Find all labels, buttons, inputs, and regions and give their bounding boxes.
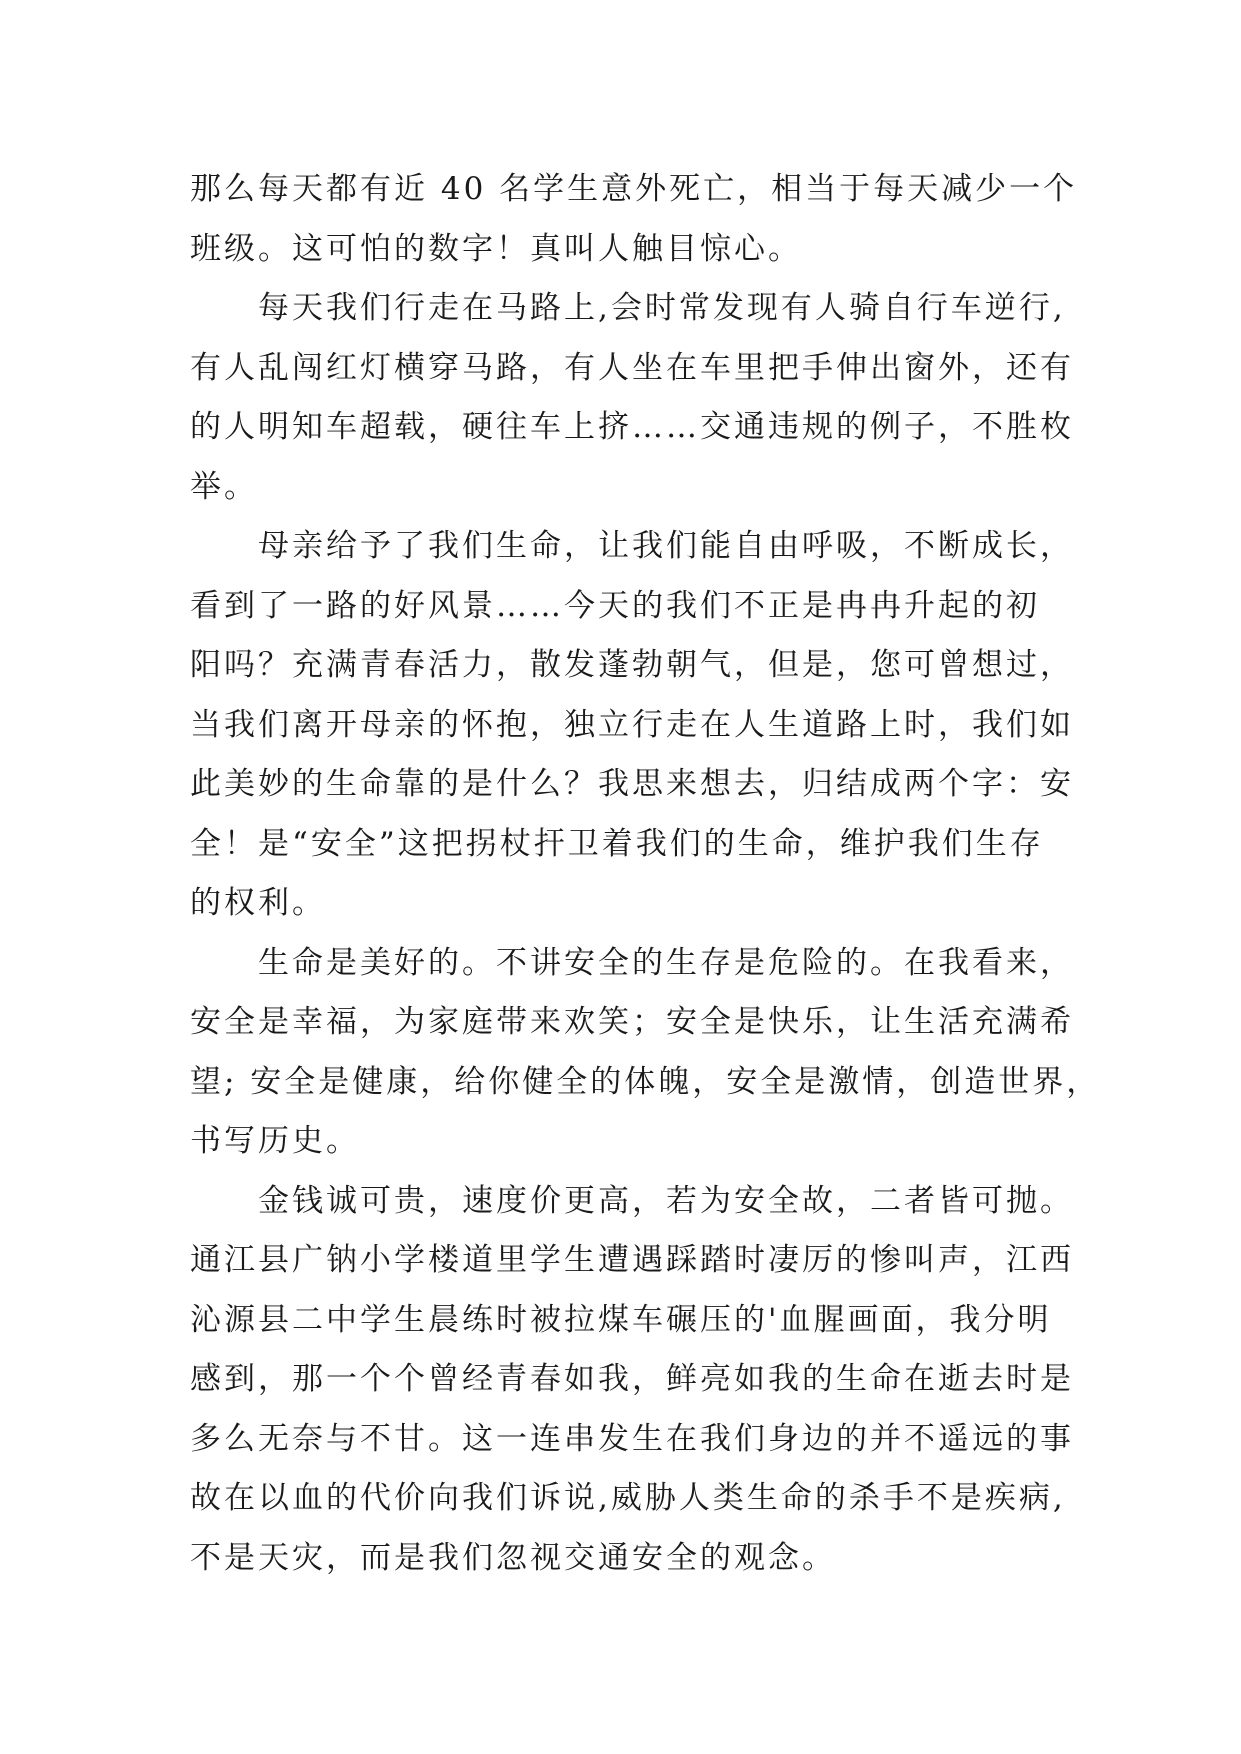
paragraph-start-line: 每天我们行走在马路上,会时常发现有人骑自行车逆行, xyxy=(258,290,1066,326)
text-line: 的人明知车超载，硬往车上挤……交通违规的例子，不胜枚 xyxy=(190,409,1074,445)
text-line: 当我们离开母亲的怀抱，独立行走在人生道路上时，我们如 xyxy=(190,706,1074,743)
text-line: 望; 安全是健康，给你健全的体魄，安全是激情，创造世界， xyxy=(190,1063,1101,1100)
text-line: 全！是“安全”这把拐杖扞卫着我们的生命，维护我们生存 xyxy=(190,825,1044,862)
text-line: 的权利。 xyxy=(190,885,326,921)
text-line: 安全是幸福，为家庭带来欢笑；安全是快乐，让生活充满希 xyxy=(190,1004,1074,1040)
text-line: 班级。这可怕的数字！真叫人触目惊心。 xyxy=(190,230,802,267)
text-line: 阳吗？充满青春活力，散发蓬勃朝气，但是，您可曾想过， xyxy=(190,647,1074,683)
text-line: 那么每天都有近 40 名学生意外死亡，相当于每天减少一个 xyxy=(190,171,1078,207)
text-line: 举。 xyxy=(190,468,258,505)
text-line: 有人乱闯红灯横穿马路，有人坐在车里把手伸出窗外，还有 xyxy=(190,349,1074,386)
text-line: 沁源县二中学生晨练时被拉煤车碾压的'血腥画面，我分明 xyxy=(190,1301,1052,1338)
text-line: 通江县广钠小学楼道里学生遭遇踩踏时凄厉的惨叫声，江西 xyxy=(190,1242,1074,1278)
text-line: 不是天灾，而是我们忽视交通安全的观念。 xyxy=(190,1539,836,1576)
text-line: 故在以血的代价向我们诉说,威胁人类生命的杀手不是疾病, xyxy=(190,1480,1066,1516)
paragraph-start-line: 金钱诚可贵，速度价更高，若为安全故，二者皆可抛。 xyxy=(258,1182,1074,1219)
paragraph-start-line: 生命是美好的。不讲安全的生存是危险的。在我看来， xyxy=(258,944,1074,981)
text-line: 书写历史。 xyxy=(190,1123,360,1159)
text-line: 感到，那一个个曾经青春如我，鲜亮如我的生命在逝去时是 xyxy=(190,1361,1074,1397)
text-line: 此美妙的生命靠的是什么？我思来想去，归结成两个字：安 xyxy=(190,766,1074,802)
paragraph-start-line: 母亲给予了我们生命，让我们能自由呼吸，不断成长， xyxy=(258,528,1074,564)
text-line: 看到了一路的好风景……今天的我们不正是冉冉升起的初 xyxy=(190,587,1040,624)
document-body xyxy=(190,160,1101,1588)
text-line: 多么无奈与不甘。这一连串发生在我们身边的并不遥远的事 xyxy=(190,1420,1074,1457)
